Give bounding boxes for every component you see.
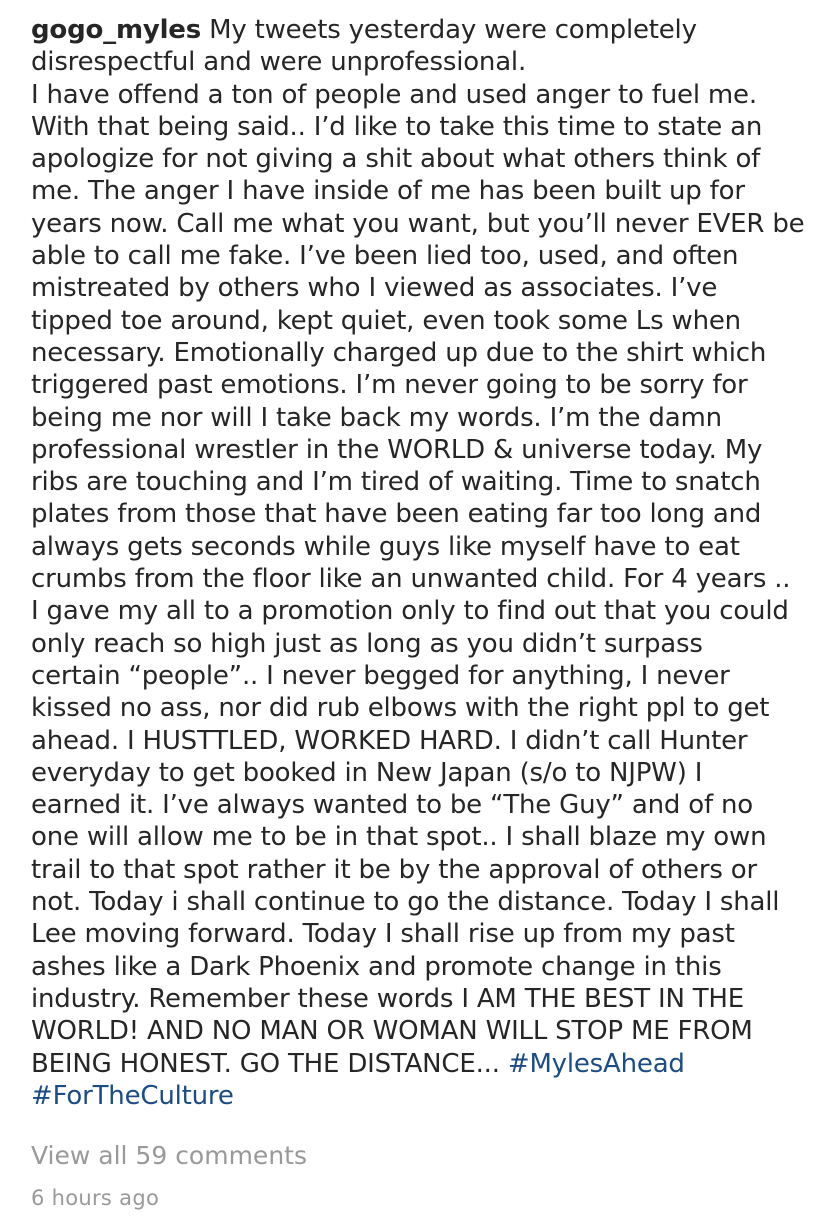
post-timestamp: 6 hours ago	[31, 1186, 160, 1211]
caption-line: disrespectful and were unprofessional.	[31, 47, 527, 78]
caption	[31, 14, 809, 1112]
caption-line: industry. Remember these words I AM THE BEST IN THE	[31, 983, 745, 1014]
caption-line: one will allow me to be in that spot.. I shall blaze my own	[31, 822, 767, 853]
caption-line: professional wrestler in the WORLD & universe today. My	[31, 434, 763, 465]
caption-line: apologize for not giving a shit about what others think of	[31, 144, 761, 175]
caption-line: everyday to get booked in New Japan (s/o to NJPW) I	[31, 757, 703, 788]
caption-line: trail to that spot rather it be by the approval of others or	[31, 854, 757, 885]
caption-line: mistreated by others who I viewed as associates. I’ve	[31, 273, 718, 304]
caption-line: necessary. Emotionally charged up due to the shirt which	[31, 337, 767, 368]
caption-line: tipped toe around, kept quiet, even took some Ls when	[31, 305, 741, 336]
caption-line: ashes like a Dark Phoenix and promote change in this	[31, 951, 722, 982]
caption-line-1	[31, 14, 809, 46]
caption-line: kissed no ass, nor did rub elbows with the right ppl to get	[31, 693, 770, 724]
caption-line: ribs are touching and I’m tired of waiting. Time to snatch	[31, 467, 761, 498]
caption-line: With that being said.. I’d like to take this time to state an	[31, 111, 763, 142]
caption-line: plates from those that have been eating far too long and	[31, 499, 762, 530]
caption-line: certain “people”.. I never begged for anything, I never	[31, 660, 730, 691]
caption-text: BEING HONEST. GO THE DISTANCE...	[31, 1048, 508, 1079]
caption-line: me. The anger I have inside of me has been built up for	[31, 176, 745, 207]
caption-line: able to call me fake. I’ve been lied too, used, and often	[31, 241, 739, 272]
caption-line: always gets seconds while guys like myself have to eat	[31, 531, 740, 562]
caption-line: WORLD! AND NO MAN OR WOMAN WILL STOP ME FROM	[31, 1016, 753, 1047]
caption-line-last	[31, 1048, 809, 1080]
view-all-comments-link[interactable]: View all 59 comments	[31, 1141, 307, 1171]
caption-text: My tweets yesterday were completely	[209, 15, 697, 45]
hashtag-fortheculture[interactable]: #ForTheCulture	[31, 1080, 234, 1111]
username[interactable]: gogo_myles	[31, 15, 202, 45]
caption-line: earned it. I’ve always wanted to be “The Guy” and of no	[31, 790, 753, 821]
caption-line: Lee moving forward. Today I shall rise up from my past	[31, 919, 735, 950]
caption-line-hashtag	[31, 1080, 809, 1112]
caption-line: years now. Call me what you want, but you’ll never EVER be	[31, 208, 805, 239]
caption-line: not. Today i shall continue to go the distance. Today I shall	[31, 887, 780, 918]
hashtag-mylesahead[interactable]: #MylesAhead	[507, 1048, 685, 1079]
caption-line: only reach so high just as long as you didn’t surpass	[31, 628, 703, 659]
caption-line: I have offend a ton of people and used anger to fuel me.	[31, 79, 757, 110]
caption-line: I gave my all to a promotion only to find out that you could	[31, 596, 789, 627]
caption-line: being me nor will I take back my words. I’m the damn	[31, 402, 722, 433]
caption-line: crumbs from the floor like an unwanted child. For 4 years ..	[31, 564, 791, 595]
caption-line: triggered past emotions. I’m never going to be sorry for	[31, 370, 748, 401]
caption-line: ahead. I HUSTTLED, WORKED HARD. I didn’t call Hunter	[31, 725, 748, 756]
